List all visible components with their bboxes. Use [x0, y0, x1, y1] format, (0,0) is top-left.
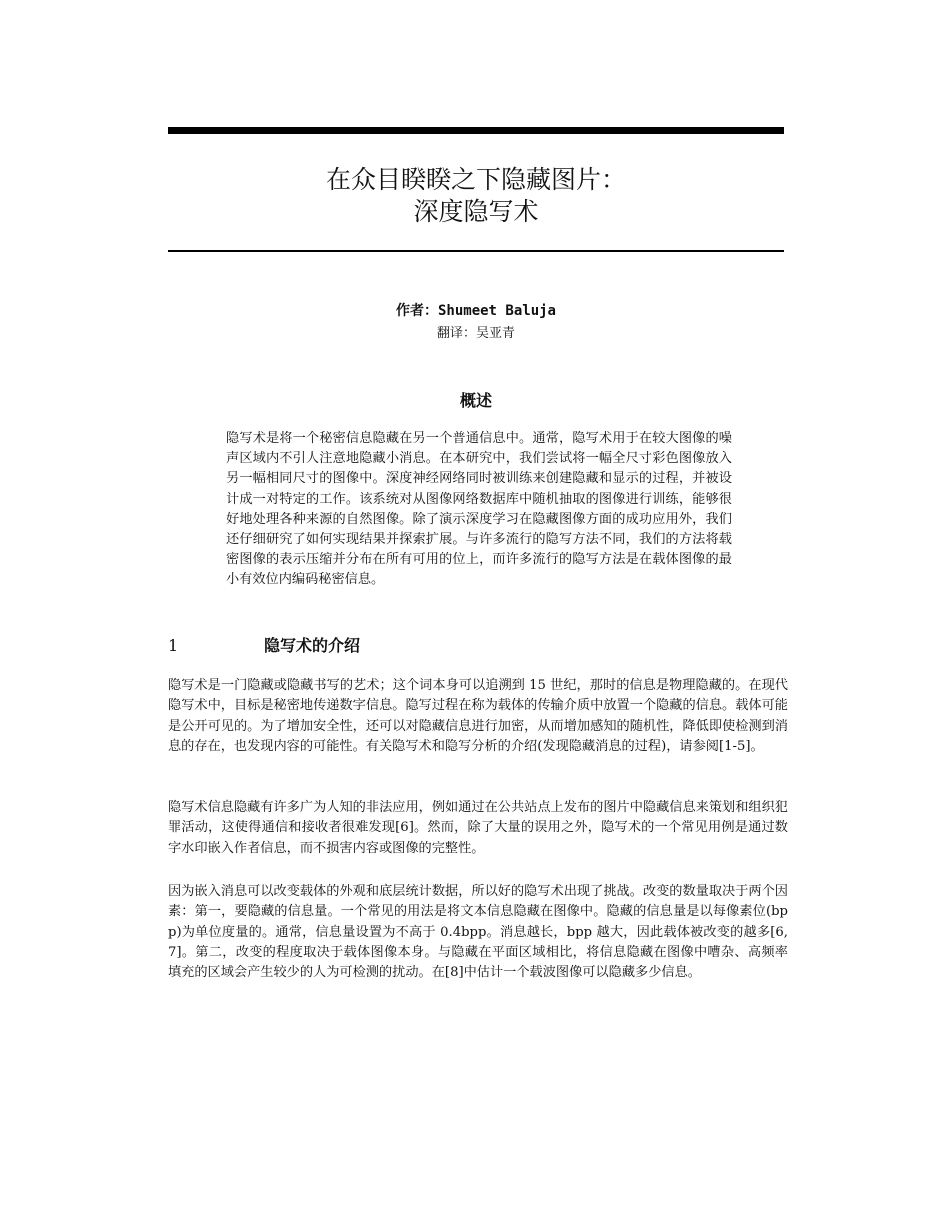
- top-rule: [168, 127, 784, 134]
- section-1-heading: [168, 636, 784, 656]
- section-1-paragraph-1: 隐写术是一门隐藏或隐藏书写的艺术；这个词本身可以追溯到 15 世纪，那时的信息是物理隐藏的。在现代隐写术中，目标是秘密地传递数字信息。隐写过程在称为载体的传输介质中放置一个隐藏的信息。载体可能是公开可见的。为了增加安全性，还可以对隐藏信息进行加密，从而增加感知的随机性，降低即使检测到消息的存在，也发现内容的可能性。有关隐写术和隐写分析的介绍(发现隐藏消息的过程)，请参阅[1-5]。: [168, 678, 788, 754]
- title-line-2: 深度隐写术: [413, 197, 539, 226]
- section-1-paragraph-2: 隐写术信息隐藏有许多广为人知的非法应用，例如通过在公共站点上发布的图片中隐藏信息来策划和组织犯罪活动，这使得通信和接收者很难发现[6]。然而，除了大量的误用之外，隐写术的一个常见用例是通过数字水印嵌入作者信息，而不损害内容或图像的完整性。: [168, 800, 788, 856]
- section-title: 隐写术的介绍: [264, 636, 361, 655]
- abstract-heading: 概述: [459, 391, 492, 410]
- title-rule: [168, 250, 784, 252]
- title-line-1: 在众目睽睽之下隐藏图片：: [325, 165, 626, 194]
- section-1-paragraph-3: 因为嵌入消息可以改变载体的外观和底层统计数据，所以好的隐写术出现了挑战。改变的数量取决于两个因素：第一，要隐藏的信息量。一个常见的用法是将文本信息隐藏在图像中。隐藏的信息量是以每像素位(bpp)为单位度量的。通常，信息量设置为不高于 0.4bpp。消息越长，bpp 越大，因此载体被改变的越多[6,7]。第二，改变的程度取决于载体图像本身。与隐藏在平面区域相比，将信息隐藏在图像中嘈杂、高频率填充的区域会产生较少的人为可检测的扰动。在[8]中估计一个载波图像可以隐藏多少信息。: [168, 884, 788, 981]
- section-number: 1: [168, 636, 179, 655]
- abstract-body: 隐写术是将一个秘密信息隐藏在另一个普通信息中。通常，隐写术用于在较大图像的噪声区域内不引人注意地隐藏小消息。在本研究中，我们尝试将一幅全尺寸彩色图像放入另一幅相同尺寸的图像中。深度神经网络同时被训练来创建隐藏和显示的过程，并被设计成一对特定的工作。该系统对从图像网络数据库中随机抽取的图像进行训练，能够很好地处理各种来源的自然图像。除了演示深度学习在隐藏图像方面的成功应用外，我们还仔细研究了如何实现结果并探索扩展。与许多流行的隐写方法不同，我们的方法将载密图像的表示压缩并分布在所有可用的位上，而许多流行的隐写方法是在载体图像的最小有效位内编码秘密信息。: [226, 431, 732, 588]
- paper-title: [168, 164, 784, 228]
- translator-line: 翻译：吴亚青: [436, 326, 515, 341]
- author-line: 作者：Shumeet Baluja: [395, 303, 556, 319]
